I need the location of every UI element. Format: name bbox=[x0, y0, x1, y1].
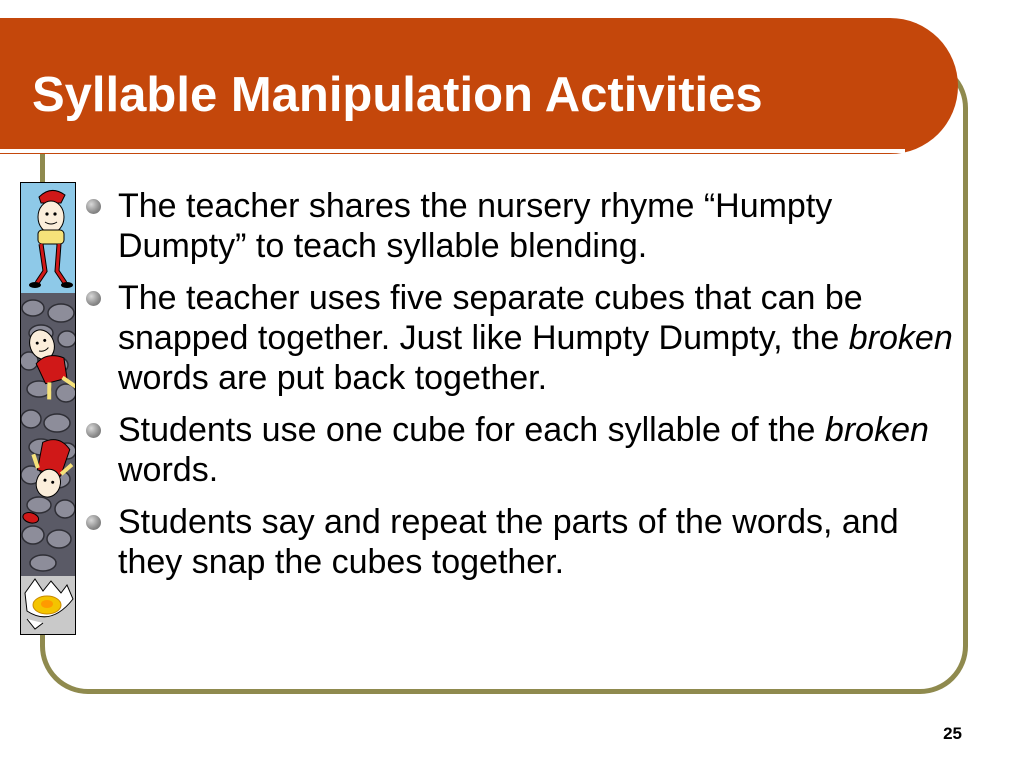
bullet-emphasis: broken bbox=[824, 411, 929, 449]
bullet-text: The teacher shares the nursery rhyme “Humpty Dumpty” to teach syllable blending. bbox=[118, 187, 833, 265]
bullet-text: Students say and repeat the parts of the words, and they snap the cubes together. bbox=[118, 503, 899, 581]
bullet-item bbox=[86, 502, 956, 582]
bullet-text-end: words are put back together. bbox=[118, 359, 548, 397]
bullet-item bbox=[86, 186, 956, 266]
bullet-item bbox=[86, 410, 956, 490]
humpty-dumpty-illustration bbox=[20, 182, 76, 635]
page-number: 25 bbox=[943, 724, 962, 743]
bullet-text-end: words. bbox=[118, 451, 219, 489]
bullet-emphasis: broken bbox=[848, 319, 953, 357]
bullet-dot-icon bbox=[86, 515, 101, 530]
bullet-text-start: Students use one cube for each syllable of the bbox=[118, 411, 825, 449]
bullet-dot-icon bbox=[86, 199, 101, 214]
slide-title: Syllable Manipulation Activities bbox=[32, 68, 763, 122]
title-underline bbox=[0, 149, 905, 153]
bullet-dot-icon bbox=[86, 291, 101, 306]
bullet-item bbox=[86, 278, 956, 398]
bullet-dot-icon bbox=[86, 423, 101, 438]
bullet-text-start: The teacher uses five separate cubes that can be snapped together. Just like Humpty Dumpty, the bbox=[118, 279, 863, 357]
title-bar bbox=[0, 18, 958, 154]
bullet-list bbox=[86, 186, 956, 594]
